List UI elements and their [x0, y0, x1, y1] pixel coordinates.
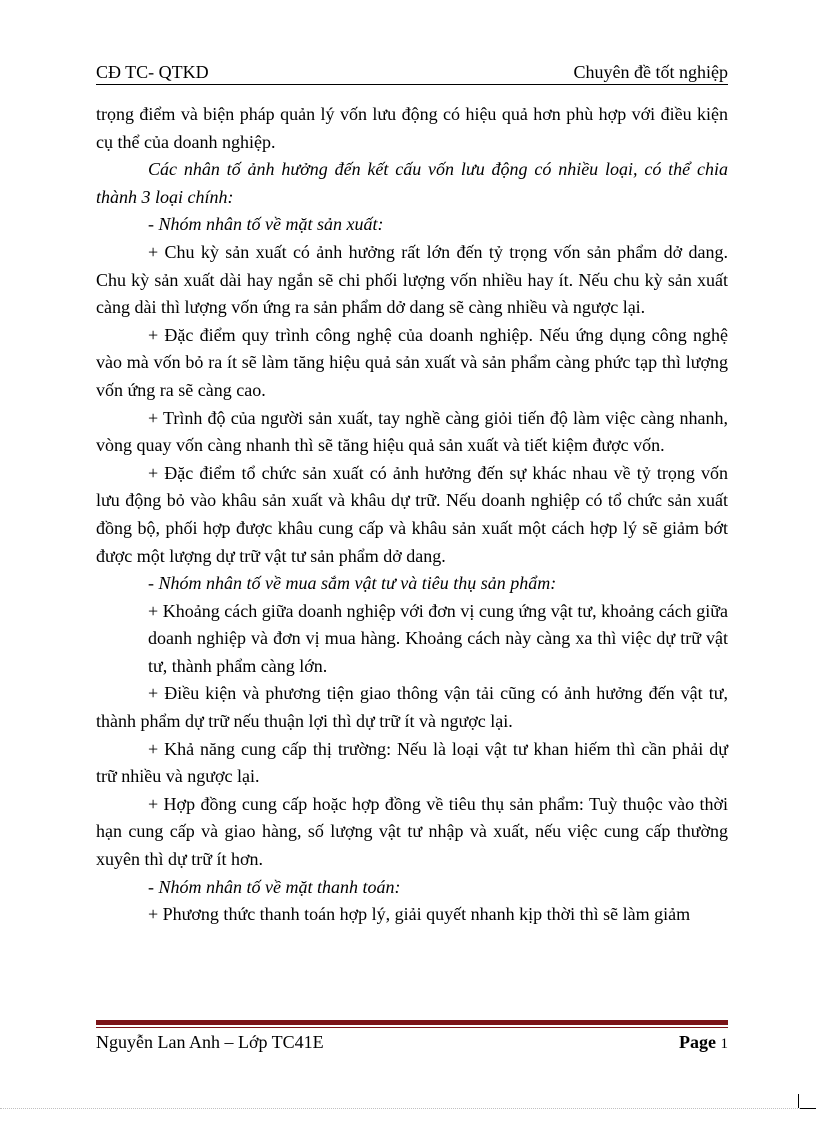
footer-author: Nguyễn Lan Anh – Lớp TC41E: [96, 1031, 324, 1052]
paragraph: Các nhân tố ảnh hưởng đến kết cấu vốn lưu động có nhiều loại, có thể chia thành 3 loại chính:: [96, 159, 728, 207]
header-rule: [96, 84, 728, 85]
paragraph: + Phương thức thanh toán hợp lý, giải quyết nhanh kịp thời thì sẽ làm giảm: [148, 904, 691, 925]
footer-rule-thin: [96, 1027, 728, 1028]
paragraph: + Khoảng cách giữa doanh nghiệp với đơn vị cung ứng vật tư, khoảng cách giữa doanh nghiệp và đơn vị mua hàng. Khoảng cách này càng xa thì việc dự trữ vật tư, thành phẩm càng lớn.: [148, 600, 728, 676]
paragraph: + Khả năng cung cấp thị trường: Nếu là loại vật tư khan hiếm thì cần phải dự trữ nhiều và ngược lại.: [96, 738, 728, 787]
header-right: Chuyên đề tốt nghiệp: [573, 62, 728, 82]
page-number: [679, 1032, 728, 1053]
page-header: [96, 55, 728, 83]
header-left: CĐ TC- QTKD: [96, 62, 209, 82]
page-footer: [96, 1030, 728, 1054]
section-heading: - Nhóm nhân tố về mua sắm vật tư và tiêu thụ sản phẩm:: [148, 573, 557, 594]
page-label: Page: [679, 1031, 716, 1052]
section-heading: - Nhóm nhân tố về mặt sản xuất:: [148, 214, 384, 235]
paragraph: trọng điểm và biện pháp quản lý vốn lưu động có hiệu quả hơn phù hợp với điều kiện cụ thể của doanh nghiệp.: [96, 104, 728, 152]
paragraph: + Chu kỳ sản xuất có ảnh hưởng rất lớn đến tỷ trọng vốn sản phẩm dở dang. Chu kỳ sản xuất dài hay ngắn sẽ chi phối lượng vốn nhiều hay ít. Nếu chu kỳ sản xuất càng dài thì lượng vốn ứng ra sản phẩm dở dang sẽ càng nhiều và ngược lại.: [96, 241, 728, 318]
paragraph: + Điều kiện và phương tiện giao thông vận tải cũng có ảnh hưởng đến vật tư, thành phẩm dự trữ nếu thuận lợi thì dự trữ ít và ngược lại.: [96, 683, 728, 732]
paragraph: + Đặc điểm quy trình công nghệ của doanh nghiệp. Nếu ứng dụng công nghệ vào mà vốn bỏ ra ít sẽ làm tăng hiệu quả sản xuất và sản phẩm càng phức tạp thì lượng vốn ứng ra sẽ càng cao.: [96, 324, 728, 400]
page-boundary: [0, 1108, 816, 1109]
crop-mark: [798, 1094, 799, 1108]
page-number-value: 1: [720, 1035, 728, 1052]
paragraph: + Trình độ của người sản xuất, tay nghề càng giỏi tiến độ làm việc càng nhanh, vòng quay vốn càng nhanh thì sẽ tăng hiệu quả sản xuất và tiết kiệm được vốn.: [96, 407, 728, 456]
footer-rule-thick: [96, 1020, 728, 1025]
paragraph: + Đặc điểm tổ chức sản xuất có ảnh hưởng đến sự khác nhau về tỷ trọng vốn lưu động bỏ vào khâu sản xuất và khâu dự trữ. Nếu doanh nghiệp có tổ chức sản xuất đồng bộ, phối hợp được khâu cung cấp và khâu sản xuất một cách hợp lý sẽ giảm bớt được một lượng dự trữ vật tư sản phẩm dở dang.: [96, 462, 728, 566]
crop-mark: [800, 1108, 816, 1109]
document-body: [96, 101, 728, 929]
paragraph: + Hợp đồng cung cấp hoặc hợp đồng về tiêu thụ sản phẩm: Tuỳ thuộc vào thời hạn cung cấp và giao hàng, số lượng vật tư nhập và xuất, nếu việc cung cấp thường xuyên thì dự trữ ít hơn.: [96, 793, 728, 870]
section-heading: - Nhóm nhân tố về mặt thanh toán:: [148, 876, 401, 897]
